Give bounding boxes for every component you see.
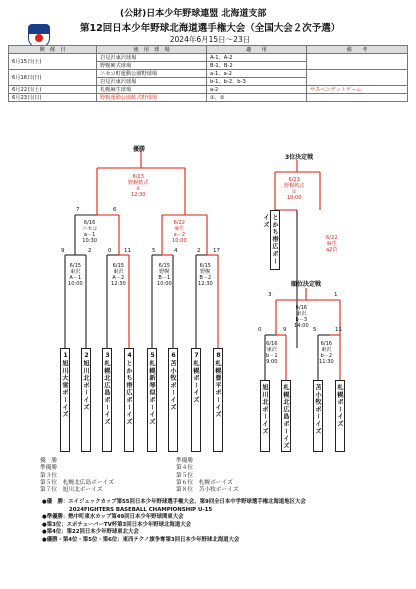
score: 5 [313,327,317,333]
tournament-title: 第12回日本少年野球北海道選手権大会（全国大会２次予選） [80,23,341,34]
team-box: 4 とかち帯広ボーイズ [124,348,134,452]
results-right: 準優勝 第４位 第５位 第６位 札幌ボーイズ 第８位 苫小牧ボーイズ [176,458,239,494]
third-team-box: とかち帯広ボーイズ [270,210,280,270]
final-match-info: 6/23 野幌軟式 ② 12:30 [128,174,149,198]
team-box: 7 札幌ボーイズ [191,348,201,452]
q1-info: 6/15 東沢 A－1 10:00 [68,263,83,287]
table-row: 岩見沢東沢球場 b-1、b-2、b-3 [9,78,408,86]
rank-label: 順位決定戦 [291,281,322,288]
semi-left-info: 6/16 ニセコ a－1 10:30 [82,220,98,244]
col-date: 開 催 日 [9,46,97,54]
q4-info: 6/15 野幌 B－2 12:30 [198,263,213,287]
third-place-label: 3位決定戦 [285,154,314,161]
third-match-info: 6/23 野幌軟式 ① 10:00 [284,177,305,201]
score: 4 [174,248,178,254]
q3-info: 6/15 野幌 B－1 10:00 [157,263,172,287]
table-row: 6月16日(日) ニセコ町運動公園野球場 a-1、a-2 [9,70,408,78]
score: 9 [283,327,287,333]
score: 9 [61,248,65,254]
score: 3 [268,292,272,298]
score: 7 [76,207,80,213]
score: 11 [124,248,131,254]
score: 5 [152,248,156,254]
col-note: 備 考 [307,46,408,54]
score: 2 [88,248,92,254]
tournament-dates: 2024年6月15日～23日 [169,35,251,44]
score: 6 [113,207,117,213]
footer-notes: ●優 勝：エイジェックカップ第55回日本少年野球選手権大会、第9回全日本中学野球選手権北海道地区大会 2024FIGHTERS BASEBALL CHAMPIONSHIP U-15 ●準優勝：熱中町東水カップ第49回日本少年野球関東大会 ●第3位：スポチューバーTV杯第3回日本少年野球北海道大会 ●第4位：第22回日本少年野球東北大会 ●優勝・第4位・第5位・第6位：東西テクノ旗争奪第3回日本少年野球北海道大会 [42,499,306,543]
score: 17 [213,248,220,254]
rank-team-box: 札幌ボーイズ [335,380,345,452]
rank-team-box: 札幌北広島ボーイズ [281,380,291,452]
table-row: 野幌硬式球場 B-1、B-2 [9,62,408,70]
rank-final-info: 6/16 東沢 b－3 14:00 [294,305,309,329]
score: 2 [197,248,201,254]
team-box: 1 旭川大雪ボーイズ [60,348,70,452]
col-venue: 使 用 球 場 [97,46,207,54]
score: 1 [334,292,338,298]
rank-team-box: 苫小牧ボーイズ [313,380,323,452]
score: 0 [258,327,262,333]
rank-left-info: 6/16 東沢 b－1 9:00 [266,341,278,365]
team-box: 8 札幌豊平ボーイズ [213,348,223,452]
table-row: 6月15日(土) 岩見沢東沢球場 A-1、A-2 [9,54,408,62]
table-row: 6月23日(日) 野幌運動公園軟式野球場 ①、② [9,94,408,102]
q2-info: 6/15 東沢 A－2 12:30 [111,263,126,287]
champion-label: 優勝 [133,146,146,153]
col-apply: 適 用 [207,46,307,54]
team-box: 3 札幌北広島ボーイズ [102,348,112,452]
rank-team-box: 旭川北ボーイズ [260,380,270,452]
table-row: 6月22日(土) 札幌麻生球場 a-2 サスペンデットゲーム [9,86,408,94]
third-resume-info: 6/22 麻生 a2負 [326,235,338,253]
team-box: 2 旭川北ボーイズ [81,348,91,452]
results-left: 優 勝 準優勝 第３位 第５位 札幌北広島ボーイズ 第７位 旭川北ボーイズ [40,458,114,494]
rank-right-info: 6/16 東沢 b－2 11:30 [319,341,334,365]
team-box: 5 札幌新琴似ボーイズ [147,348,157,452]
org-title: (公財)日本少年野球連盟 北海道支部 [120,9,267,19]
score: 0 [108,248,112,254]
semi-right-info: 6/22 麻生 a－2 10:00 [172,220,187,244]
team-box: 6 苫小牧ボーイズ [168,348,178,452]
score: 11 [335,327,342,333]
